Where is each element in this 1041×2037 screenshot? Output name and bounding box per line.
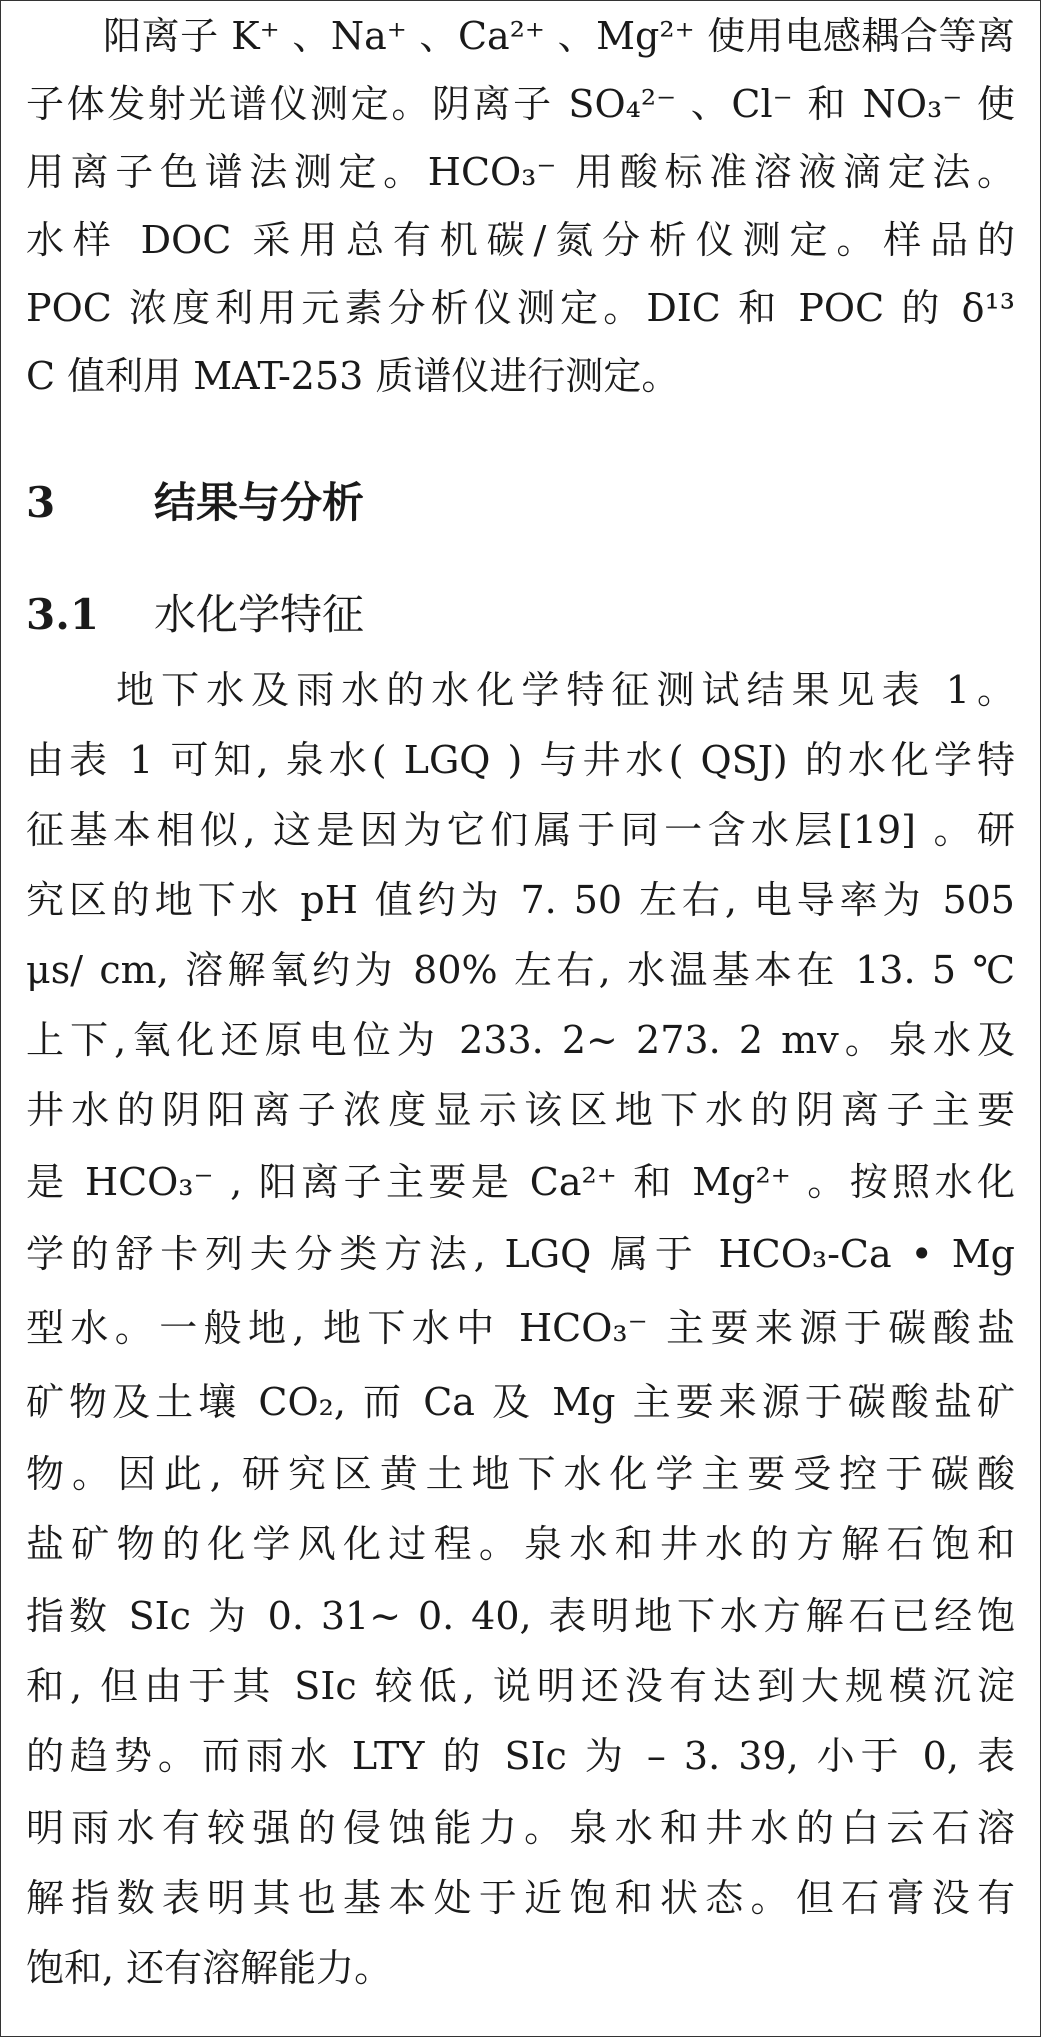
section-3-number: 3 <box>26 478 56 527</box>
results-line-19: 饱和, 还有溶解能力。 <box>26 1946 393 1990</box>
results-line-11: 矿物及土壤 CO₂, 而 Ca 及 Mg 主要来源于碳酸盐矿 <box>26 1380 1015 1424</box>
method-line-6: C 值利用 MAT-253 质谱仪进行测定。 <box>26 354 680 398</box>
method-line-2: 子体发射光谱仪测定。阴离子 SO₄²⁻ 、Cl⁻ 和 NO₃⁻ 使 <box>26 82 1015 126</box>
results-line-12: 物。因此, 研究区黄土地下水化学主要受控于碳酸 <box>26 1452 1015 1496</box>
results-line-15: 和, 但由于其 SIc 较低, 说明还没有达到大规模沉淀 <box>26 1664 1015 1708</box>
results-line-7: 井水的阴阳离子浓度显示该区地下水的阴离子主要 <box>26 1088 1015 1132</box>
section-3-1-heading <box>26 590 364 640</box>
results-line-13: 盐矿物的化学风化过程。泉水和井水的方解石饱和 <box>26 1522 1015 1566</box>
section-3-1-number: 3.1 <box>26 590 100 639</box>
results-line-8: 是 HCO₃⁻ , 阳离子主要是 Ca²⁺ 和 Mg²⁺ 。按照水化 <box>26 1160 1015 1204</box>
section-3-title: 结果与分析 <box>154 478 365 527</box>
method-line-3: 用离子色谱法测定。HCO₃⁻ 用酸标准溶液滴定法。 <box>26 150 1015 194</box>
results-line-1: 地下水及雨水的水化学特征测试结果见表 1。 <box>26 668 1015 712</box>
section-3-heading <box>26 478 364 528</box>
method-line-5: POC 浓度利用元素分析仪测定。DIC 和 POC 的 δ¹³ <box>26 286 1015 330</box>
results-line-16: 的趋势。而雨水 LTY 的 SIc 为 – 3. 39, 小于 0, 表 <box>26 1734 1015 1778</box>
results-line-17: 明雨水有较强的侵蚀能力。泉水和井水的白云石溶 <box>26 1806 1015 1850</box>
results-line-6: 上下,氧化还原电位为 233. 2~ 273. 2 mv。泉水及 <box>26 1018 1015 1062</box>
section-3-1-title: 水化学特征 <box>154 590 365 639</box>
method-line-4: 水样 DOC 采用总有机碳/氮分析仪测定。样品的 <box>26 218 1015 262</box>
results-line-5: μs/ cm, 溶解氧约为 80% 左右, 水温基本在 13. 5 ℃ <box>26 948 1015 992</box>
results-line-18: 解指数表明其也基本处于近饱和状态。但石膏没有 <box>26 1876 1015 1920</box>
results-line-9: 学的舒卡列夫分类方法, LGQ 属于 HCO₃-Ca • Mg <box>26 1232 1015 1276</box>
results-line-14: 指数 SIc 为 0. 31~ 0. 40, 表明地下水方解石已经饱 <box>26 1594 1015 1638</box>
results-line-4: 究区的地下水 pH 值约为 7. 50 左右, 电导率为 505 <box>26 878 1015 922</box>
results-line-10: 型水。一般地, 地下水中 HCO₃⁻ 主要来源于碳酸盐 <box>26 1306 1015 1350</box>
method-line-1: 阳离子 K⁺ 、Na⁺ 、Ca²⁺ 、Mg²⁺ 使用电感耦合等离 <box>26 14 1015 58</box>
results-line-3: 征基本相似, 这是因为它们属于同一含水层[19] 。研 <box>26 808 1015 852</box>
results-line-2: 由表 1 可知, 泉水( LGQ ) 与井水( QSJ) 的水化学特 <box>26 738 1015 782</box>
